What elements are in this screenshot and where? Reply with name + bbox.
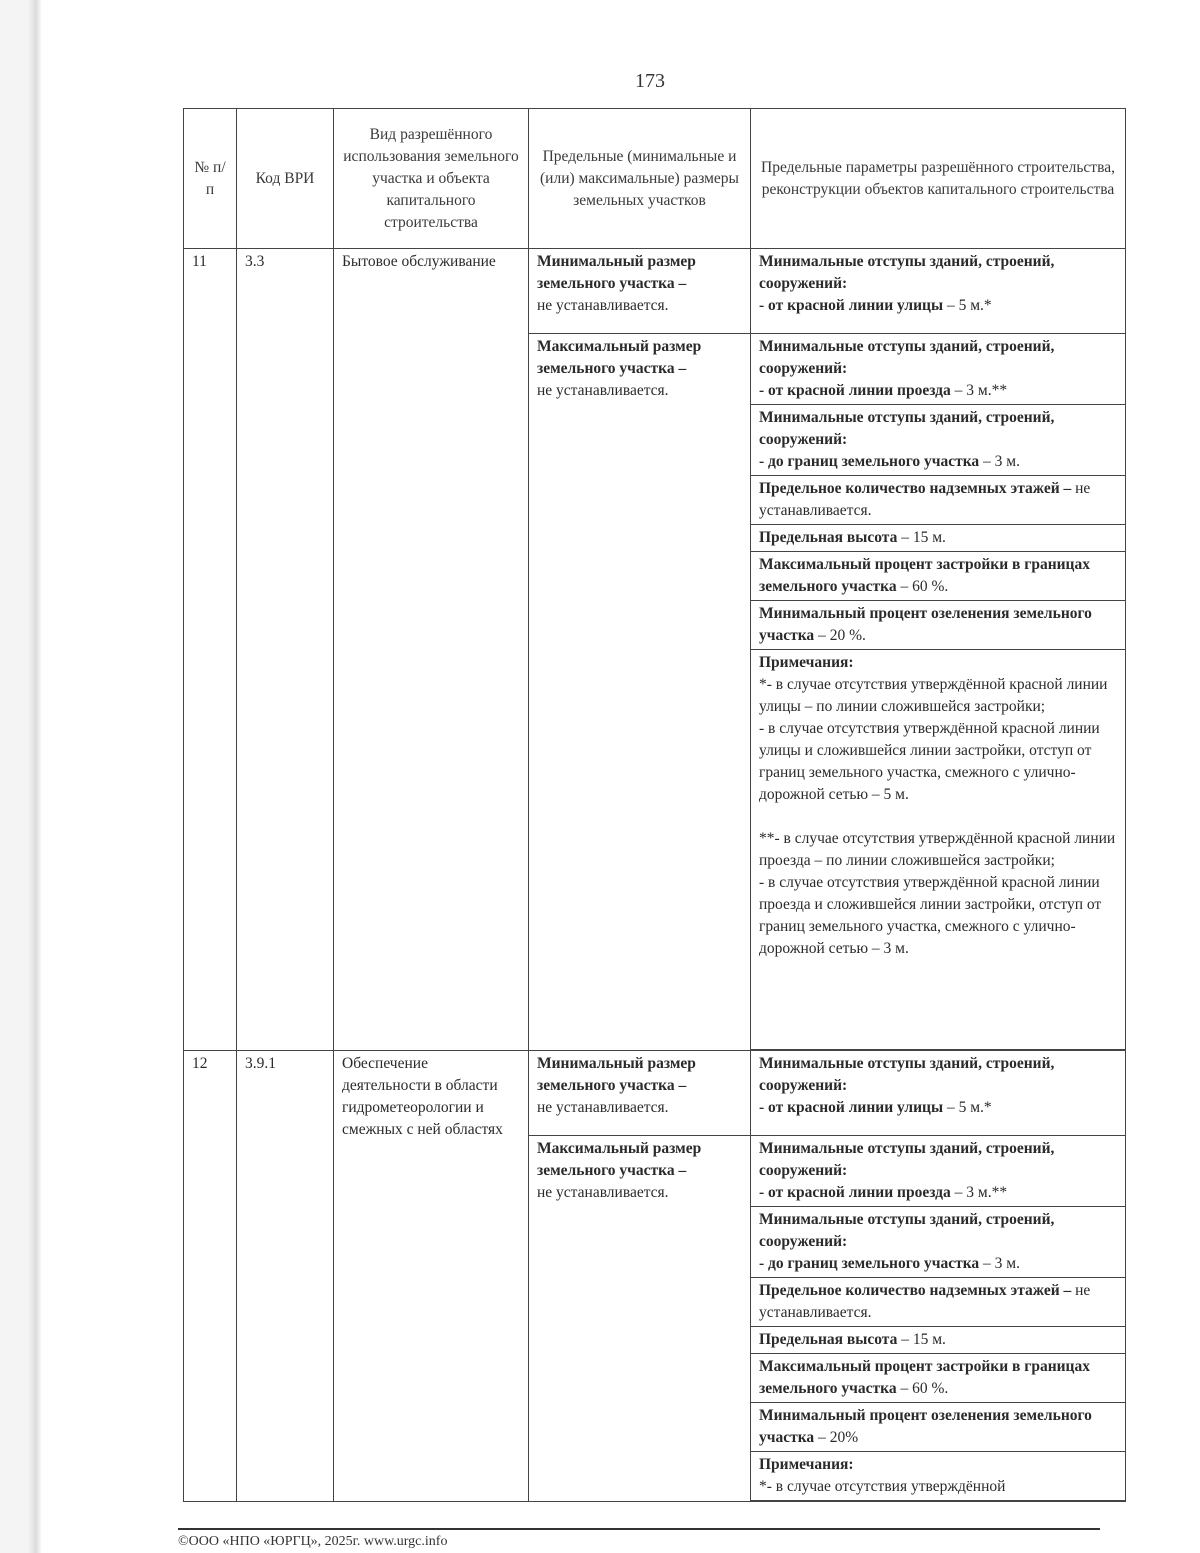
param-item: - до границ земельного участка — [759, 1255, 980, 1272]
footer-divider — [178, 1528, 1100, 1530]
header-code: Код ВРИ — [237, 109, 334, 249]
param-height — [751, 1327, 1126, 1354]
param-build-percent — [751, 1354, 1126, 1403]
header-sizes: Предельные (минимальные и (или) максимальные) размеры земельных участков — [529, 109, 751, 249]
page-number: 173 — [635, 70, 665, 92]
regulations-table — [183, 108, 1126, 1502]
table-row — [184, 1051, 1126, 1136]
param-setback-boundary — [751, 1207, 1126, 1278]
table-row — [184, 249, 1126, 334]
param-value: – 5 м.* — [943, 1099, 992, 1116]
header-use: Вид разрешённого использования земельного участка и объекта капитального строительства — [334, 109, 529, 249]
note-text: - в случае отсутствия утверждённой красной линии улицы и сложившейся линии застройки, отступ от границ земельного участка, смежного с улично-дорожной сетью – 5 м. — [759, 720, 1100, 803]
param-title: Минимальные отступы зданий, строений, сооружений: — [759, 1211, 1055, 1250]
row-use-name: Обеспечение деятельности в области гидрометеорологии и смежных с ней областях — [334, 1051, 529, 1502]
param-value: – 5 м.* — [943, 297, 992, 314]
note-text: *- в случае отсутствия утверждённой — [759, 1478, 1006, 1495]
max-size-cell — [529, 334, 751, 1051]
footer-copyright: ©ООО «НПО «ЮРГЦ», 2025г. www.urgc.info — [178, 1534, 448, 1549]
param-title: Минимальные отступы зданий, строений, сооружений: — [759, 338, 1055, 377]
param-title: Предельная высота — [759, 1331, 898, 1348]
notes-cell — [751, 1452, 1126, 1501]
min-size-title: Минимальный размер земельного участка – — [537, 1055, 696, 1094]
param-build-percent — [751, 552, 1126, 601]
param-value: – 3 м.** — [950, 1184, 1008, 1201]
row-code: 3.9.1 — [237, 1051, 334, 1502]
param-title: Предельное количество надземных этажей – — [759, 1282, 1072, 1299]
header-params: Предельные параметры разрешённого строительства, реконструкции объектов капитального строительства — [751, 109, 1126, 249]
param-title: Максимальный процент застройки в границах земельного участка — [759, 556, 1090, 595]
param-setback-passage — [751, 1136, 1126, 1207]
param-title: Минимальные отступы зданий, строений, сооружений: — [759, 1055, 1055, 1094]
param-item: - от красной линии проезда — [759, 1184, 951, 1201]
max-size-title: Максимальный размер земельного участка – — [537, 1140, 702, 1179]
param-title: Минимальный процент озеленения земельного участка — [759, 1407, 1092, 1446]
param-floors — [751, 476, 1126, 525]
param-setback-boundary — [751, 405, 1126, 476]
param-title: Минимальные отступы зданий, строений, сооружений: — [759, 409, 1055, 448]
param-value: – 20 %. — [814, 627, 866, 644]
param-title: Максимальный процент застройки в границах земельного участка — [759, 1358, 1090, 1397]
max-size-value: не устанавливается. — [537, 1184, 669, 1201]
param-setback-passage — [751, 334, 1126, 405]
min-size-cell — [529, 1051, 751, 1136]
param-setback-street — [751, 249, 1126, 334]
param-item: - от красной линии улицы — [759, 1099, 944, 1116]
param-value: – 15 м. — [897, 1331, 946, 1348]
table-header-row — [184, 109, 1126, 249]
param-item: - до границ земельного участка — [759, 453, 980, 470]
note-text: - в случае отсутствия утверждённой красной линии проезда и сложившейся линии застройки, отступ от границ земельного участка, смежного с улично-дорожной сетью – 3 м. — [759, 874, 1102, 957]
notes-title: Примечания: — [759, 654, 854, 671]
header-num: № п/п — [184, 109, 237, 249]
notes-title: Примечания: — [759, 1456, 854, 1473]
param-value: – 3 м. — [979, 1255, 1020, 1272]
max-size-cell — [529, 1136, 751, 1502]
min-size-value: не устанавливается. — [537, 1099, 669, 1116]
row-number: 11 — [184, 249, 237, 1051]
param-title: Минимальный процент озеленения земельного участка — [759, 605, 1092, 644]
row-number: 12 — [184, 1051, 237, 1502]
param-value: не устанавливается. — [759, 1282, 1091, 1321]
param-value: – 3 м. — [979, 453, 1020, 470]
param-title: Минимальные отступы зданий, строений, сооружений: — [759, 1140, 1055, 1179]
param-title: Предельная высота — [759, 529, 898, 546]
param-title: Минимальные отступы зданий, строений, сооружений: — [759, 253, 1055, 292]
note-text: **- в случае отсутствия утверждённой красной линии проезда – по линии сложившейся застройки; — [759, 830, 1116, 869]
param-value: не устанавливается. — [759, 480, 1091, 519]
param-setback-street — [751, 1051, 1126, 1136]
param-floors — [751, 1278, 1126, 1327]
notes-cell — [751, 650, 1126, 1050]
min-size-cell — [529, 249, 751, 334]
param-value: – 20% — [814, 1429, 859, 1446]
param-item: - от красной линии проезда — [759, 382, 951, 399]
param-value: – 15 м. — [897, 529, 946, 546]
max-size-title: Максимальный размер земельного участка – — [537, 338, 702, 377]
row-code: 3.3 — [237, 249, 334, 1051]
param-green-percent — [751, 1403, 1126, 1452]
scan-edge — [0, 0, 42, 1553]
param-value: – 3 м.** — [950, 382, 1008, 399]
min-size-title: Минимальный размер земельного участка – — [537, 253, 696, 292]
min-size-value: не устанавливается. — [537, 297, 669, 314]
param-height — [751, 525, 1126, 552]
note-text: *- в случае отсутствия утверждённой красной линии улицы – по линии сложившейся застройки; — [759, 676, 1108, 715]
param-title: Предельное количество надземных этажей – — [759, 480, 1072, 497]
max-size-value: не устанавливается. — [537, 382, 669, 399]
param-item: - от красной линии улицы — [759, 297, 944, 314]
row-use-name: Бытовое обслуживание — [334, 249, 529, 1051]
param-value: – 60 %. — [896, 578, 949, 595]
param-value: – 60 %. — [896, 1380, 949, 1397]
param-green-percent — [751, 601, 1126, 650]
